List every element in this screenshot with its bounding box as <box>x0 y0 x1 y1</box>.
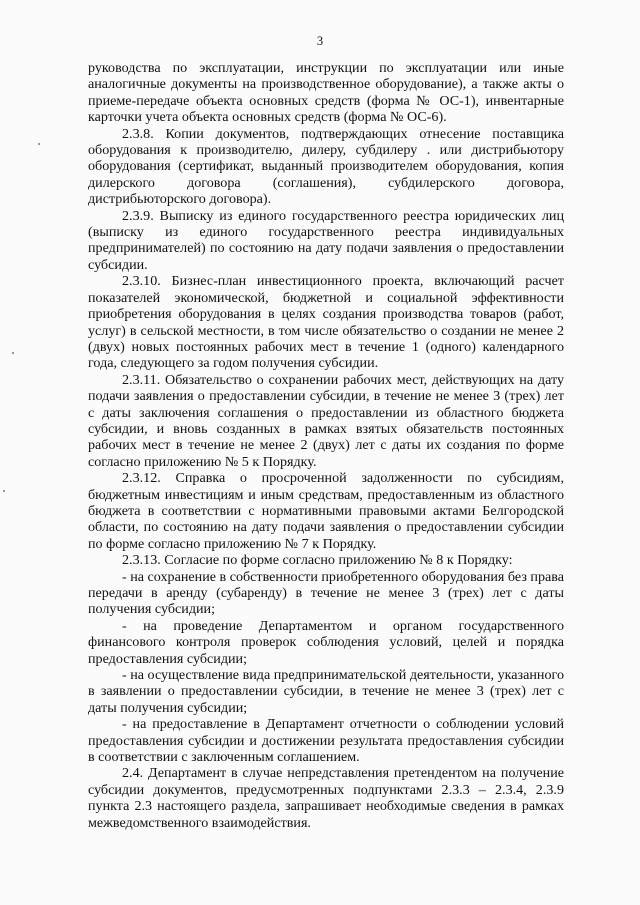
paragraph-2-3-13: 2.3.13. Согласие по форме согласно приложению № 8 к Порядку: <box>122 552 513 569</box>
paragraph-2-4: 2.4. Департамент в случае непредставления претендентом на получение субсидии документов, предусмотренных подпунктами 2.3.3 – 2.3.4, 2.3.9 пункта 2.3 настоящего раздела, запрашивает необходимые сведения в рамках межведомственного взаимодействия. <box>88 765 564 831</box>
paragraph-2-3-11: 2.3.11. Обязательство о сохранении рабочих мест, действующих на дату подачи заявления о предоставлении субсидии, в течение не менее 3 (трех) лет с даты заключения соглашения о предоставлении из областного бюджета субсидии, и вновь созданных в рамках взятых обязательств постоянных рабочих мест в течение не менее 2 (двух) лет с даты их создания по форме согласно приложению № 5 к Порядку. <box>88 371 564 470</box>
paragraph-2-3-8: 2.3.8. Копии документов, подтверждающих отнесение поставщика оборудования к производителю, дилеру, субдилеру . или дистрибьютору оборудования (сертификат, выданный производителем оборудования, копия дилерского договора (соглашения), субдилерского договора, дистрибьюторского договора). <box>88 125 564 208</box>
consent-item-ownership: - на сохранение в собственности приобретенного оборудования без права передачи в аренду (субаренду) в течение не менее 3 (трех) лет с даты получения субсидии; <box>88 568 564 618</box>
scan-speck <box>38 143 40 145</box>
paragraph-2-3-10: 2.3.10. Бизнес-план инвестиционного проекта, включающий расчет показателей экономической, бюджетной и социальной эффективности приобретения оборудования в целях создания производства товаров (работ, услуг) в сельской местности, в том числе обязательство о создании не менее 2 (двух) новых постоянных рабочих мест в течение 1 (одного) календарного года, следующего за годом получения субсидии. <box>88 273 564 372</box>
paragraph-2-3-9: 2.3.9. Выписку из единого государственного реестра юридических лиц (выписку из единого государственного реестра индивидуальных предпринимателей) по состоянию на дату подачи заявления о предоставлении субсидии. <box>88 207 564 273</box>
document-body <box>88 60 564 831</box>
scan-speck <box>3 490 5 492</box>
paragraph-2-3-12: 2.3.12. Справка о просроченной задолженности по субсидиям, бюджетным инвестициям и иным средствам, предоставленным из областного бюджета в соответствии с нормативными правовыми актами Белгородской области, по состоянию на дату подачи заявления о предоставлении субсидии по форме согласно приложению № 7 к Порядку. <box>88 470 564 552</box>
consent-item-reporting: - на предоставление в Департамент отчетности о соблюдении условий предоставления субсидии и достижении результата предоставления субсидии в соответствии с заключенным соглашением. <box>88 716 564 766</box>
consent-item-inspections: - на проведение Департаментом и органом государственного финансового контроля проверок соблюдения условий, целей и порядка предоставления субсидии; <box>88 617 564 667</box>
paragraph-continuation: руководства по эксплуатации, инструкции по эксплуатации или иные аналогичные документы на производственное оборудование), а также акты о приеме-передаче объекта основных средств (форма № ОС-1), инвентарные карточки учета объекта основных средств (форма № ОС-6). <box>88 60 564 126</box>
scan-speck <box>12 352 14 354</box>
page-number: 3 <box>316 34 324 48</box>
consent-item-activity: - на осуществление вида предпринимательской деятельности, указанного в заявлении о предоставлении субсидии, в течение не менее 3 (трех) лет с даты получения субсидии; <box>88 667 564 716</box>
